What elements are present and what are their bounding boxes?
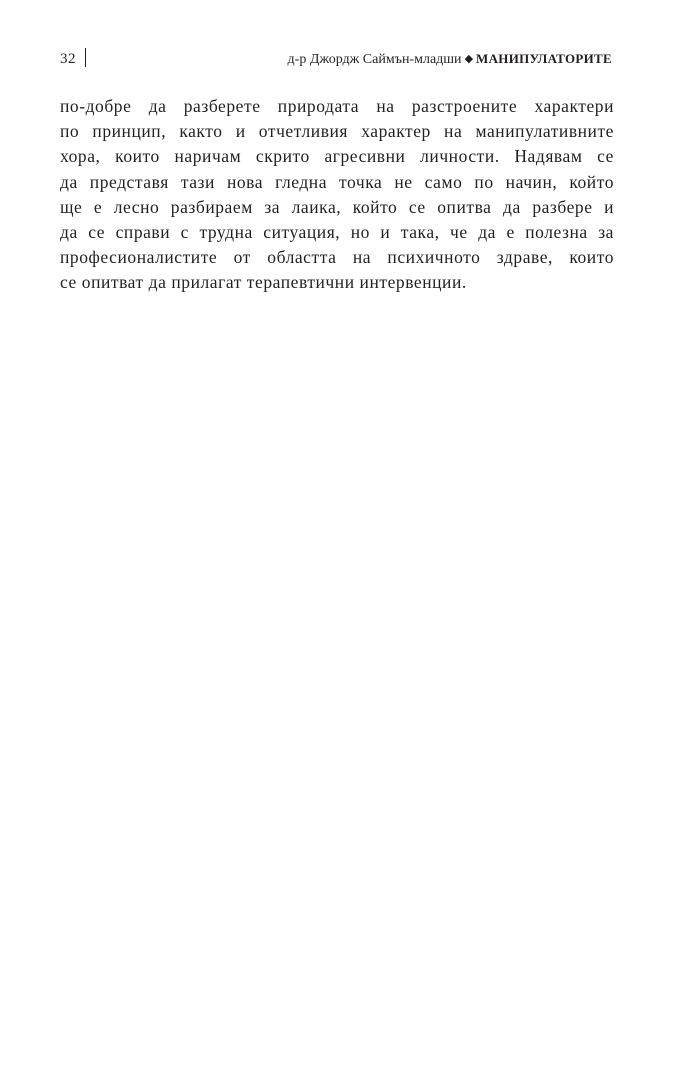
paragraph-line: по принцип, както и отчетливия характер на манипулативните [60,121,614,142]
paragraph-line: ще е лесно разбираем за лаика, който се опитва да разбере и [60,196,614,217]
paragraph-line: да се справи с трудна ситуация, но и така, че да е полезна за [60,222,614,243]
folio-divider [85,48,86,67]
body-paragraph [60,94,614,296]
paragraph-line: се опитват да прилагат терапевтични интервенции. [60,272,467,293]
paragraph-line: професионалистите от областта на психичното здраве, които [60,247,614,268]
header-book-title: МАНИПУЛАТОРИТЕ [476,51,612,66]
paragraph-line: по-добре да разберете природата на разстроените характери [60,96,614,116]
paragraph-line: да представя тази нова гледна точка не само по начин, който [60,171,614,192]
page-number: 32 [60,51,76,67]
paragraph-line: хора, които наричам скрито агресивни личности. Надявам се [60,146,614,167]
running-header [60,47,612,71]
diamond-separator-icon: ◆ [464,53,474,65]
header-author: д-р Джордж Саймън-младши [287,52,462,67]
header-title-block [288,50,612,69]
